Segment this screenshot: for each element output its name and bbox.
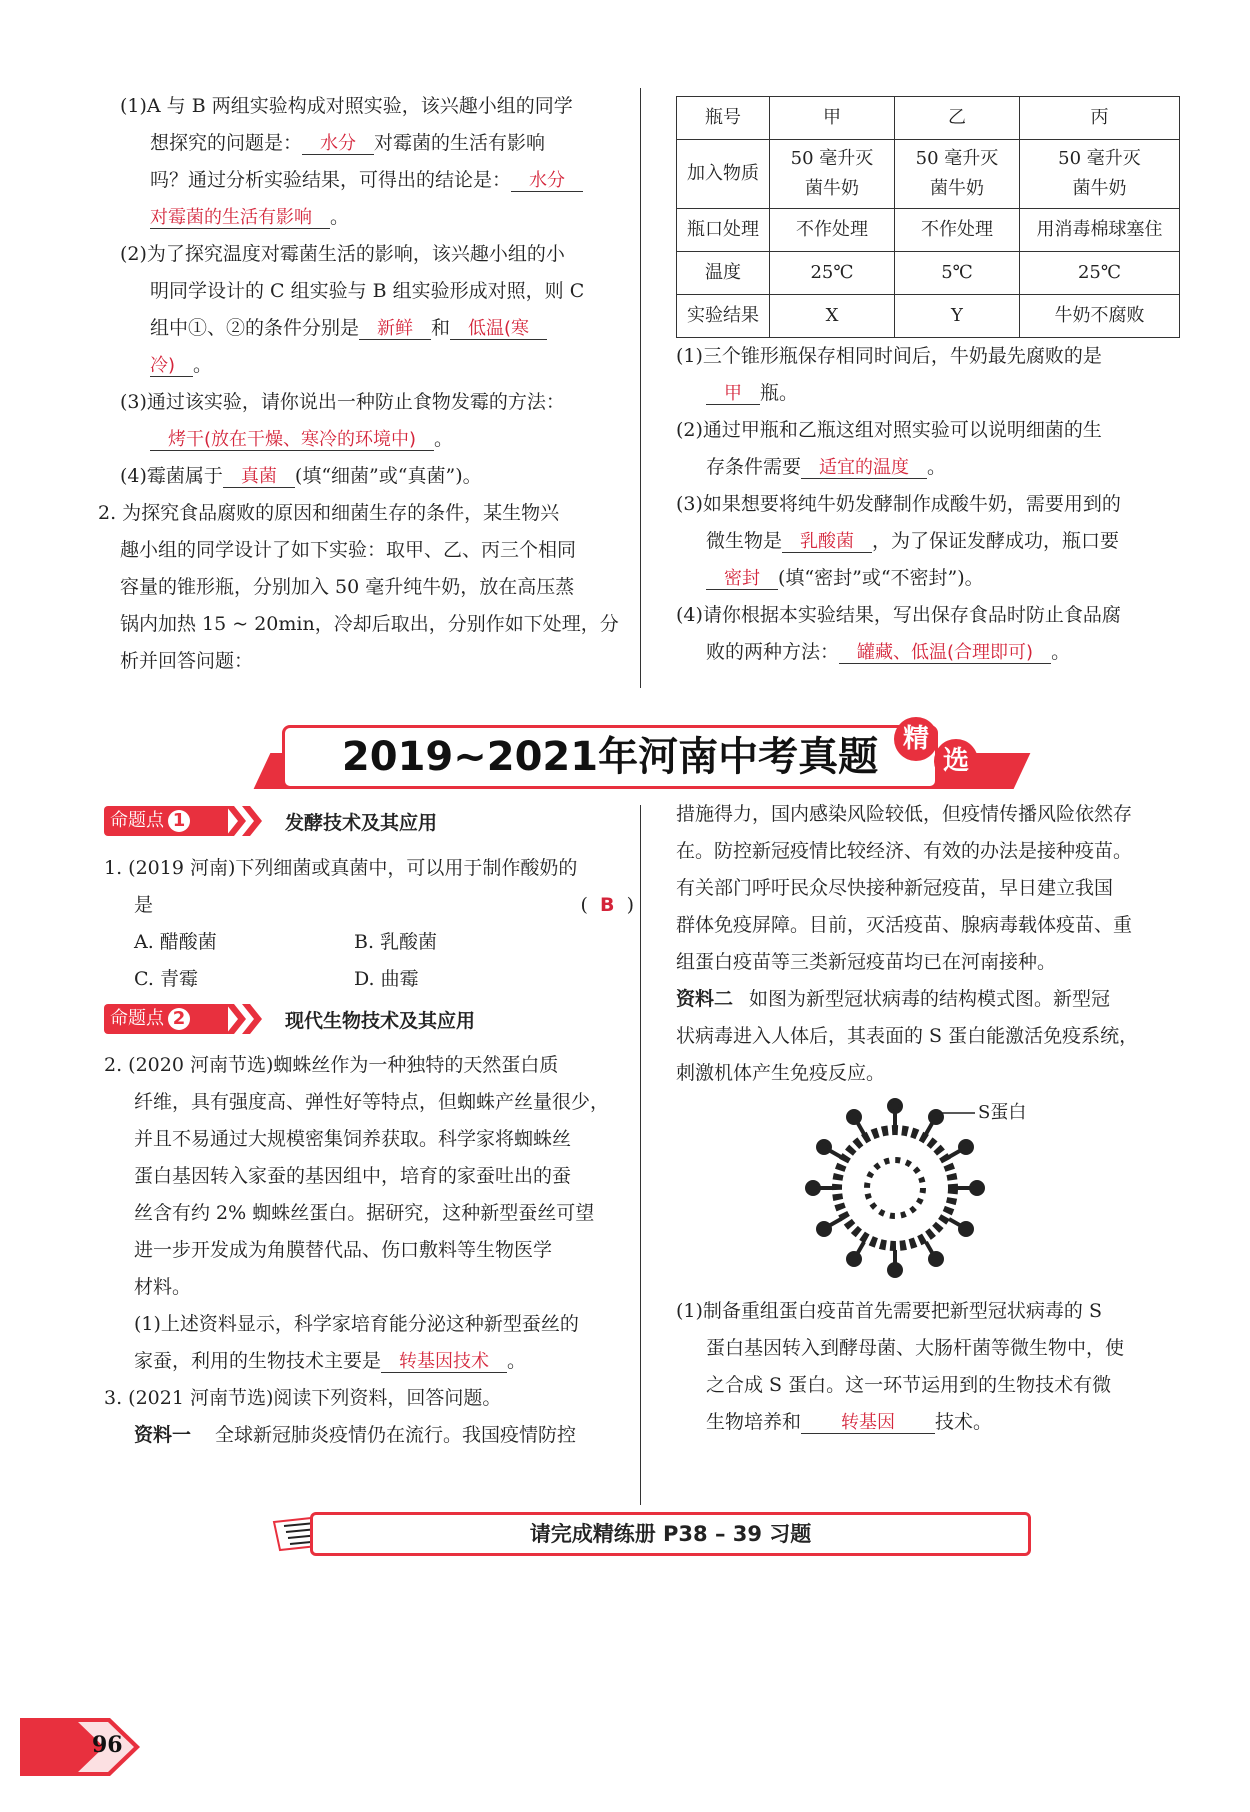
answer-q1-1b: 水分 bbox=[511, 170, 583, 192]
page-number: 96 bbox=[92, 1732, 123, 1758]
r4-end: 。 bbox=[1051, 641, 1071, 663]
q1-1-line1: (1)A 与 B 两组实验构成对照实验，该兴趣小组的同学 bbox=[120, 95, 573, 117]
r3-line2: 微生物是 bbox=[706, 530, 783, 552]
table-header-cell: 丙 bbox=[1020, 97, 1180, 140]
t1-line4: 生物培养和 bbox=[706, 1411, 802, 1433]
answer-q1-2c: 冷) bbox=[150, 355, 193, 377]
s6-label: 资料二 bbox=[676, 988, 734, 1010]
s-line7: 状病毒进入人体后，其表面的 S 蛋白能激活免疫系统， bbox=[676, 1025, 1139, 1047]
answer-r4: 罐藏、低温(合理即可) bbox=[839, 642, 1051, 664]
q1-2-end: 。 bbox=[193, 354, 213, 376]
experiment-table bbox=[676, 96, 1180, 338]
section-tag-1 bbox=[104, 806, 228, 836]
answer-q1-3: 烤干(放在干燥、寒冷的环境中) bbox=[150, 429, 434, 451]
section-tag-number: 2 bbox=[168, 1008, 190, 1030]
t1-line2: 蛋白基因转入到酵母菌、大肠杆菌等微生物中，使 bbox=[706, 1337, 1125, 1359]
option-a: A. 醋酸菌 bbox=[134, 931, 217, 953]
left-bottom-column-2 bbox=[104, 1047, 634, 1454]
t1-line3: 之合成 S 蛋白。这一环节运用到的生物技术有微 bbox=[706, 1374, 1112, 1396]
answer-m2-1: 转基因技术 bbox=[381, 1351, 507, 1373]
r4-line1: (4)请你根据本实验结果，写出保存食品时防止食品腐 bbox=[676, 604, 1121, 626]
s-line6: 如图为新型冠状病毒的结构模式图。新型冠 bbox=[749, 988, 1111, 1010]
table-cell: 25℃ bbox=[1020, 252, 1180, 295]
answer-q1-1c: 对霉菌的生活有影响 bbox=[150, 207, 330, 229]
s-line4: 群体免疫屏障。目前，灭活疫苗、腺病毒载体疫苗、重 bbox=[676, 914, 1133, 936]
m2-1-end: 。 bbox=[507, 1350, 527, 1372]
section-tag-number: 1 bbox=[168, 810, 190, 832]
answer-r3b: 密封 bbox=[706, 568, 778, 590]
right-bottom-column-2 bbox=[676, 1293, 1191, 1441]
banner-seal-1: 精 bbox=[894, 717, 938, 761]
m2-line3: 并且不易通过大规模密集饲养获取。科学家将蜘蛛丝 bbox=[134, 1128, 572, 1150]
chevron-right-icon bbox=[226, 806, 266, 836]
answer-m1: B bbox=[600, 894, 615, 916]
q1-1-line2: 想探究的问题是： bbox=[150, 132, 303, 154]
q1-4-end: (填“细菌”或“真菌”)。 bbox=[294, 465, 482, 487]
answer-r1: 甲 bbox=[706, 383, 760, 405]
s-line8: 刺激机体产生免疫反应。 bbox=[676, 1062, 886, 1084]
m2-1-line2: 家蚕，利用的生物技术主要是 bbox=[134, 1350, 382, 1372]
m2-line1: 2. (2020 河南节选)蜘蛛丝作为一种独特的天然蛋白质 bbox=[104, 1054, 559, 1076]
table-cell: 不作处理 bbox=[770, 209, 895, 252]
t1-end: 技术。 bbox=[935, 1411, 993, 1433]
m1-line2: 是 bbox=[134, 894, 154, 916]
answer-r2: 适宜的温度 bbox=[801, 457, 927, 479]
q1-2-line2: 明同学设计的 C 组实验与 B 组实验形成对照，则 C bbox=[150, 280, 585, 302]
column-divider-top bbox=[640, 88, 641, 688]
coronavirus-diagram bbox=[800, 1098, 1100, 1278]
r3-line1: (3)如果想要将纯牛奶发酵制作成酸牛奶，需要用到的 bbox=[676, 493, 1121, 515]
table-header-row bbox=[677, 97, 1180, 140]
right-bottom-column bbox=[676, 796, 1191, 1092]
m2-1-line1: (1)上述资料显示，科学家培育能分泌这种新型蚕丝的 bbox=[134, 1313, 579, 1335]
table-cell: 牛奶不腐败 bbox=[1020, 295, 1180, 338]
r1-line1: (1)三个锥形瓶保存相同时间后，牛奶最先腐败的是 bbox=[676, 345, 1102, 367]
answer-q1-2b: 低温(寒 bbox=[450, 318, 547, 340]
q2-line2: 趣小组的同学设计了如下实验：取甲、乙、丙三个相同 bbox=[120, 539, 577, 561]
s-line3: 有关部门呼吁民众尽快接种新冠疫苗，早日建立我国 bbox=[676, 877, 1114, 899]
section-title-2: 现代生物技术及其应用 bbox=[285, 1010, 476, 1032]
answer-q1-4: 真菌 bbox=[223, 466, 295, 488]
option-d: D. 曲霉 bbox=[354, 968, 419, 990]
q2-line1: 2. 为探究食品腐败的原因和细菌生存的条件，某生物兴 bbox=[98, 502, 560, 524]
table-header-cell: 甲 bbox=[770, 97, 895, 140]
q1-2-and: 和 bbox=[431, 317, 451, 339]
section-banner bbox=[262, 725, 1022, 791]
table-cell: 温度 bbox=[677, 252, 770, 295]
q1-1-line3: 吗？通过分析实验结果，可得出的结论是： bbox=[150, 169, 512, 191]
q1-4-line1: (4)霉菌属于 bbox=[120, 465, 223, 487]
r3-line2b: ，为了保证发酵成功，瓶口要 bbox=[872, 530, 1120, 552]
answer-q1-1a: 水分 bbox=[302, 133, 374, 155]
m2-line5: 丝含有约 2% 蜘蛛丝蛋白。据研究，这种新型蚕丝可望 bbox=[134, 1202, 595, 1224]
r2-line2: 存条件需要 bbox=[706, 456, 802, 478]
q1-2-line1: (2)为了探究温度对霉菌生活的影响，该兴趣小组的小 bbox=[120, 243, 565, 265]
table-cell: 不作处理 bbox=[895, 209, 1020, 252]
table-cell: 50 毫升灭 菌牛奶 bbox=[770, 140, 895, 209]
table-row bbox=[677, 252, 1180, 295]
m3-line2: 全球新冠肺炎疫情仍在流行。我国疫情防控 bbox=[215, 1424, 577, 1446]
q1-1-end: 。 bbox=[330, 206, 350, 228]
footer-banner bbox=[270, 1512, 1030, 1554]
m2-line2: 纤维，具有强度高、弹性好等特点，但蜘蛛产丝量很少， bbox=[134, 1091, 610, 1113]
option-c: C. 青霉 bbox=[134, 968, 198, 990]
banner-title: 2019~2021年河南中考真题 bbox=[282, 725, 938, 789]
section-title-1: 发酵技术及其应用 bbox=[285, 812, 438, 834]
m3-line1: 3. (2021 河南节选)阅读下列资料，回答问题。 bbox=[104, 1387, 502, 1409]
table-cell: Y bbox=[895, 295, 1020, 338]
t1-line1: (1)制备重组蛋白疫苗首先需要把新型冠状病毒的 S bbox=[676, 1300, 1102, 1322]
column-divider-bottom bbox=[640, 805, 641, 1505]
r2-line1: (2)通过甲瓶和乙瓶这组对照实验可以说明细菌的生 bbox=[676, 419, 1102, 441]
m2-line7: 材料。 bbox=[134, 1276, 192, 1298]
table-cell: 实验结果 bbox=[677, 295, 770, 338]
answer-q1-2a: 新鲜 bbox=[359, 318, 431, 340]
q1-3-line1: (3)通过该实验，请你说出一种防止食物发霉的方法： bbox=[120, 391, 565, 413]
answer-r3a: 乳酸菌 bbox=[782, 531, 872, 553]
table-header-cell: 乙 bbox=[895, 97, 1020, 140]
r4-line2: 败的两种方法： bbox=[706, 641, 840, 663]
chevron-right-icon bbox=[226, 1004, 266, 1034]
virus-body bbox=[807, 1100, 983, 1276]
right-top-column bbox=[676, 338, 1191, 671]
table-row bbox=[677, 209, 1180, 252]
option-b: B. 乳酸菌 bbox=[354, 931, 438, 953]
r1-end: 瓶。 bbox=[760, 382, 799, 404]
q1-2-line3: 组中①、②的条件分别是 bbox=[150, 317, 360, 339]
s-line1: 措施得力，国内感染风险较低，但疫情传播风险依然存 bbox=[676, 803, 1133, 825]
page-number-shape bbox=[20, 1718, 160, 1776]
m2-line4: 蛋白基因转入家蚕的基因组中，培育的家蚕吐出的蚕 bbox=[134, 1165, 572, 1187]
table-cell: 瓶口处理 bbox=[677, 209, 770, 252]
s-protein-label: S蛋白 bbox=[978, 1102, 1027, 1123]
left-bottom-column bbox=[104, 850, 634, 998]
r2-end: 。 bbox=[927, 456, 947, 478]
q2-line3: 容量的锥形瓶，分别加入 50 毫升纯牛奶，放在高压蒸 bbox=[120, 576, 575, 598]
s-line2: 在。防控新冠疫情比较经济、有效的办法是接种疫苗。 bbox=[676, 840, 1133, 862]
table-cell: 5℃ bbox=[895, 252, 1020, 295]
table-cell: 50 毫升灭 菌牛奶 bbox=[895, 140, 1020, 209]
m3-label: 资料一 bbox=[134, 1424, 192, 1446]
banner-seal-2: 选 bbox=[934, 739, 978, 783]
left-top-column bbox=[98, 88, 635, 680]
table-cell: 25℃ bbox=[770, 252, 895, 295]
table-cell: 加入物质 bbox=[677, 140, 770, 209]
footer-text: 请完成精练册 P38 – 39 习题 bbox=[310, 1512, 1031, 1556]
s-line5: 组蛋白疫苗等三类新冠疫苗均已在河南接种。 bbox=[676, 951, 1057, 973]
section-tag-label: 命题点 bbox=[110, 1008, 164, 1029]
table-row bbox=[677, 140, 1180, 209]
answer-t1: 转基因 bbox=[801, 1412, 935, 1434]
q1-1-line2b: 对霉菌的生活有影响 bbox=[374, 132, 546, 154]
section-tag-2 bbox=[104, 1004, 228, 1034]
q1-3-end: 。 bbox=[434, 428, 454, 450]
page-number-badge bbox=[20, 1718, 160, 1776]
section-tag-label: 命题点 bbox=[110, 810, 164, 831]
table-cell: X bbox=[770, 295, 895, 338]
m2-line6: 进一步开发成为角膜替代品、伤口敷料等生物医学 bbox=[134, 1239, 553, 1261]
r3-end: (填“密封”或“不密封”)。 bbox=[778, 567, 984, 589]
table-cell: 50 毫升灭 菌牛奶 bbox=[1020, 140, 1180, 209]
q2-line4: 锅内加热 15 ~ 20min，冷却后取出，分别作如下处理，分 bbox=[120, 613, 619, 635]
table-cell: 用消毒棉球塞住 bbox=[1020, 209, 1180, 252]
q2-line5: 析并回答问题： bbox=[120, 650, 254, 672]
table-row bbox=[677, 295, 1180, 338]
m1-line1: 1. (2019 河南)下列细菌或真菌中，可以用于制作酸奶的 bbox=[104, 857, 578, 879]
table-header-cell: 瓶号 bbox=[677, 97, 770, 140]
m1-answer-bracket: ( B ) bbox=[580, 894, 634, 916]
